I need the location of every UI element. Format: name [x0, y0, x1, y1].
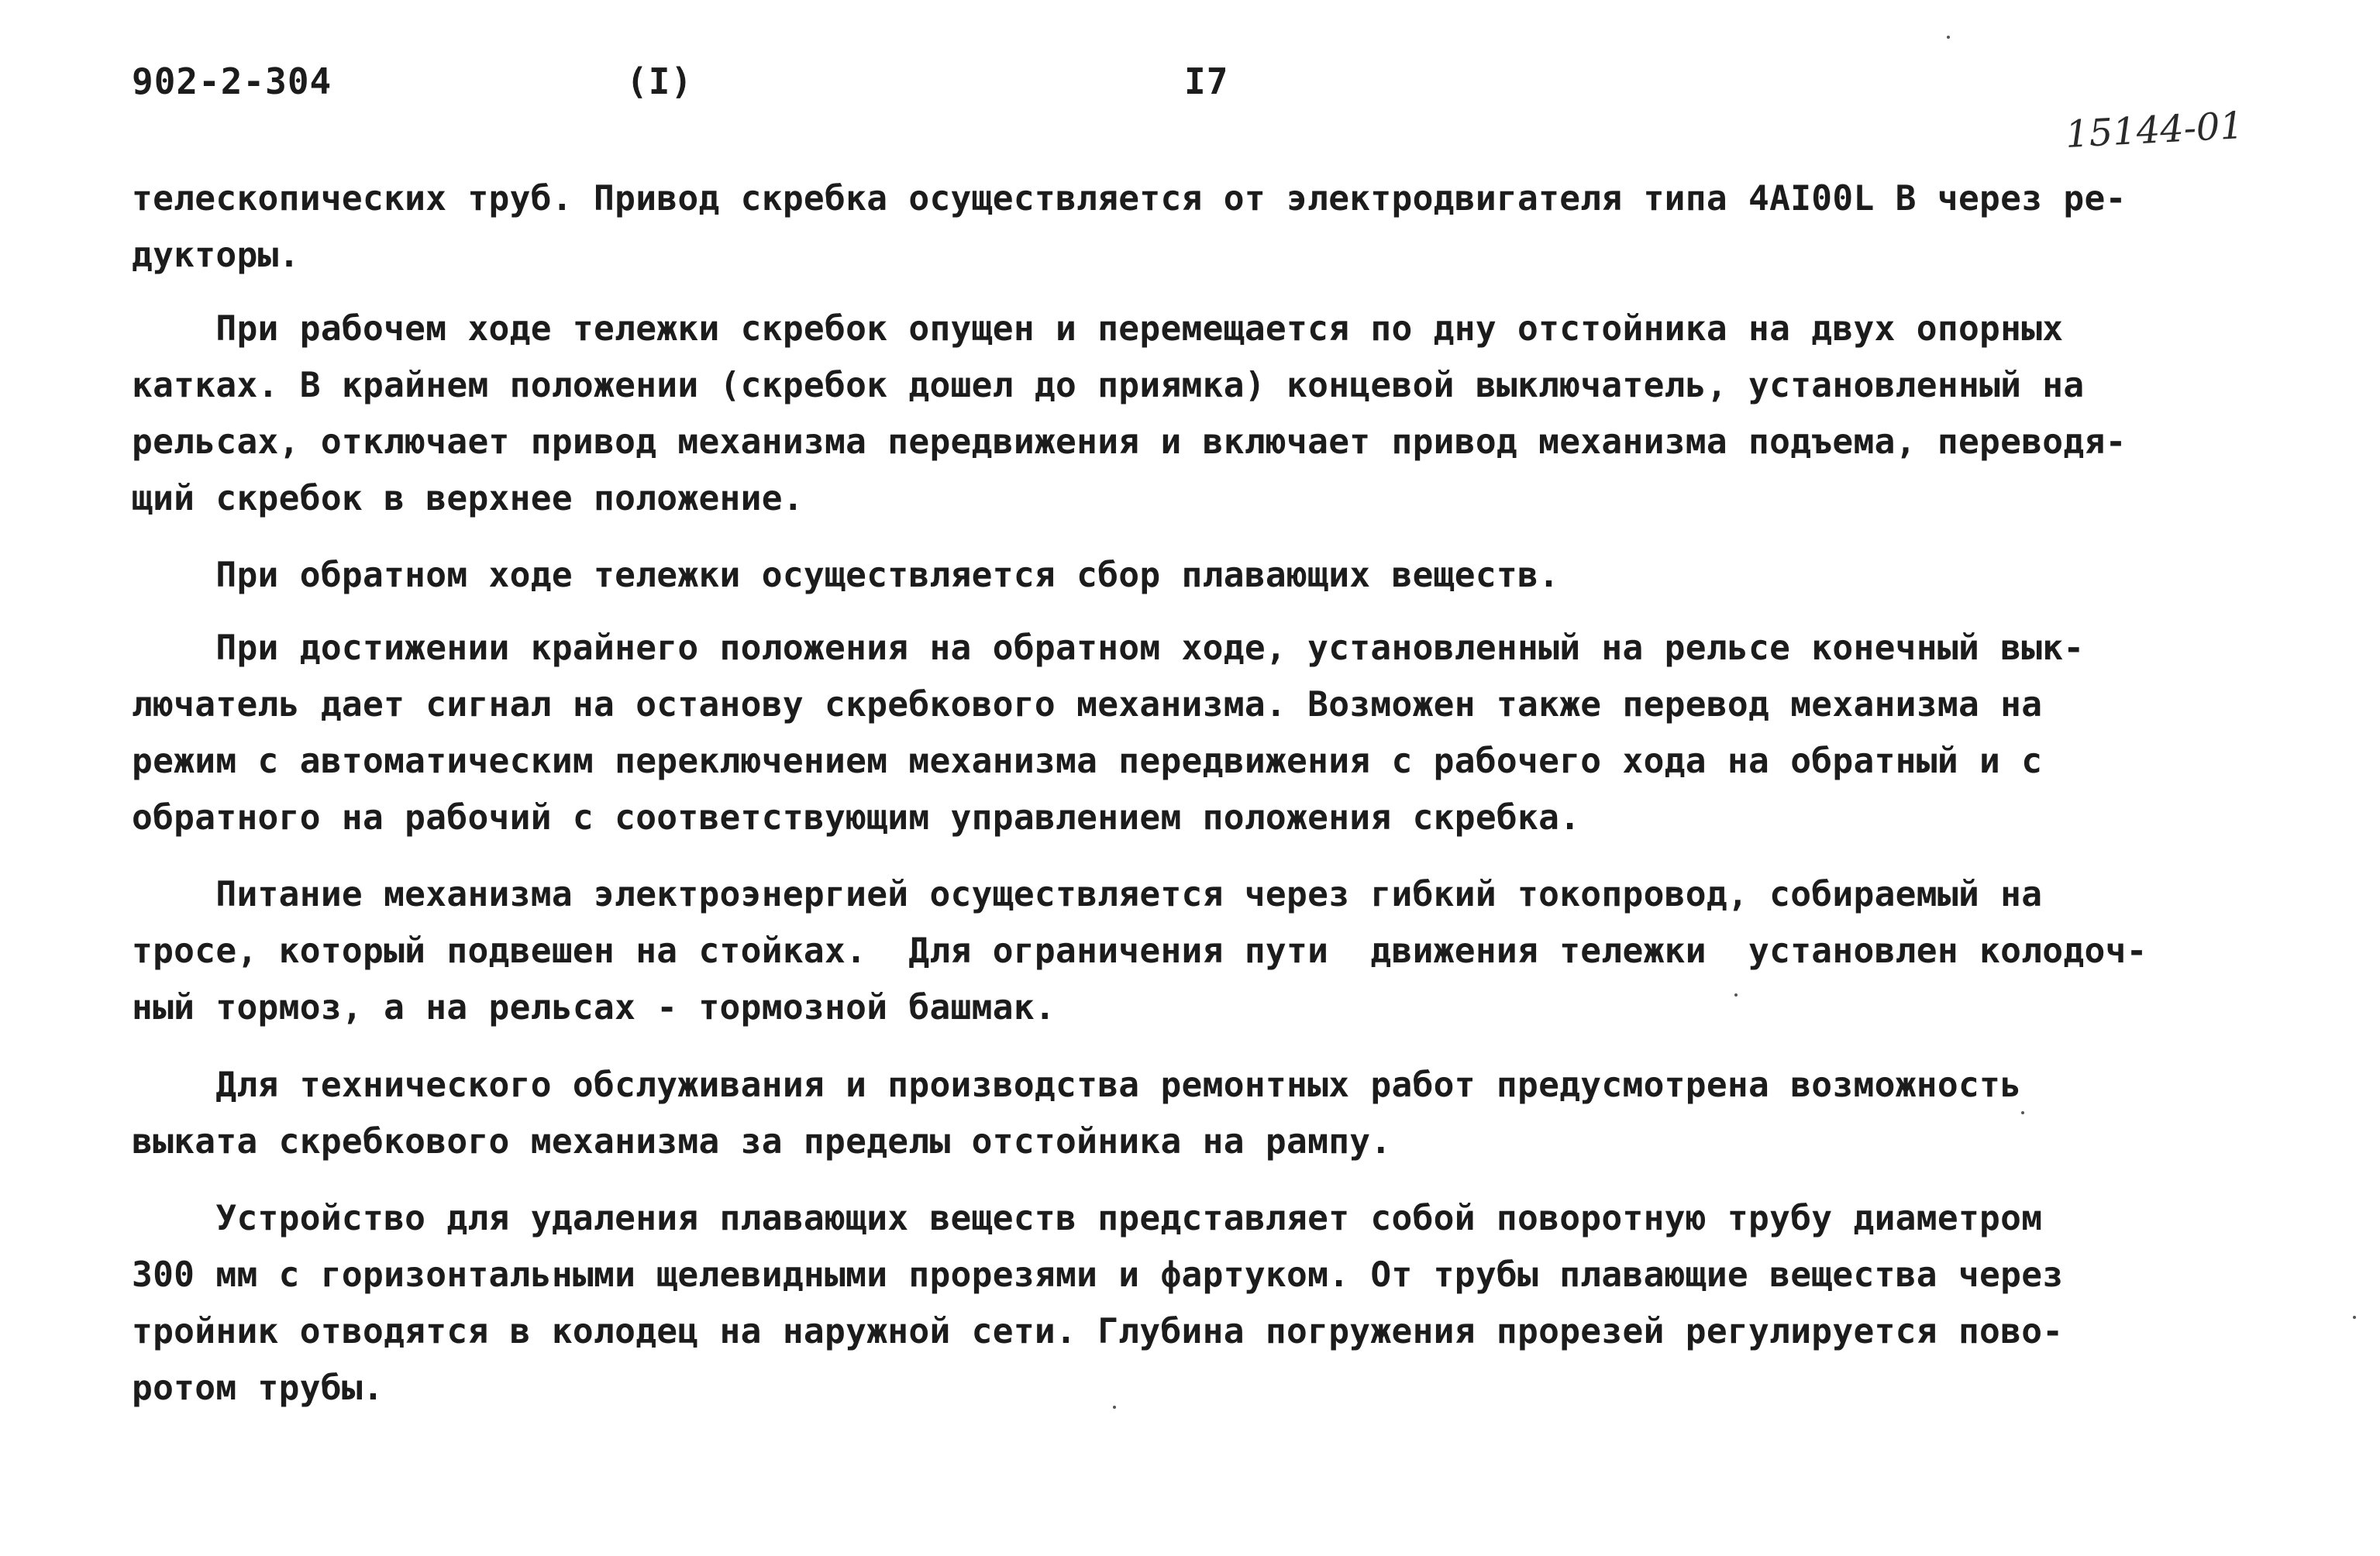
text-line: дукторы.: [132, 236, 300, 275]
text-line: При обратном ходе тележки осуществляется сбор плавающих веществ.: [132, 556, 1560, 595]
text-line: выката скребкового механизма за пределы отстойника на рампу.: [132, 1122, 1392, 1162]
paragraph: [132, 1190, 2286, 1417]
text-line: тросе, который подвешен на стойках. Для ограничения пути движения тележки установлен колодоч-: [132, 931, 2148, 971]
text-line: Для технического обслуживания и производства ремонтных работ предусмотрена возможность: [132, 1065, 2022, 1105]
paragraph: [132, 1057, 2286, 1170]
text-line: щий скребок в верхнее положение.: [132, 479, 804, 518]
text-line: телескопических труб. Привод скребка осуществляется от электродвигателя типа 4AI00L В через ре-: [132, 179, 2127, 219]
scan-speck: [2021, 1111, 2024, 1114]
text-line: При достижении крайнего положения на обратном ходе, установленный на рельсе конечный вык-: [132, 628, 2085, 668]
text-line: 300 мм с горизонтальными щелевидными прорезями и фартуком. От трубы плавающие вещества через: [132, 1255, 2064, 1295]
handwritten-inventory-number: 15144-01: [2064, 104, 2245, 157]
paragraph: [132, 547, 2286, 604]
text-line: катках. В крайнем положении (скребок дошел до приямка) концевой выключатель, установленный на: [132, 366, 2085, 405]
text-line: режим с автоматическим переключением механизма передвижения с рабочего хода на обратный и с: [132, 742, 2043, 781]
scan-speck: [1734, 993, 1738, 997]
paragraph: [132, 866, 2286, 1036]
paragraph: [132, 620, 2286, 846]
text-line: При рабочем ходе тележки скребок опущен и перемещается по дну отстойника на двух опорных: [132, 309, 2064, 349]
text-line: обратного на рабочий с соответствующим управлением положения скребка.: [132, 798, 1581, 838]
text-line: рельсах, отключает привод механизма передвижения и включает привод механизма подъема, переводя-: [132, 422, 2127, 462]
paragraph: [132, 170, 2286, 284]
document-code: 902-2-304: [132, 60, 332, 102]
text-line: Устройство для удаления плавающих веществ представляет собой поворотную трубу диаметром: [132, 1199, 2043, 1238]
text-line: Питание механизма электроэнергией осуществляется через гибкий токопровод, собираемый на: [132, 875, 2043, 914]
text-line: лючатель дает сигнал на останову скребкового механизма. Возможен также перевод механизма на: [132, 685, 2043, 725]
text-line: ный тормоз, а на рельсах - тормозной башмак.: [132, 988, 1056, 1028]
text-line: тройник отводятся в колодец на наружной сети. Глубина погружения прорезей регулируется пово-: [132, 1312, 2064, 1351]
scan-speck: [1113, 1406, 1116, 1409]
text-line: ротом трубы.: [132, 1368, 384, 1408]
scan-speck: [2353, 1316, 2356, 1319]
paragraph: [132, 301, 2286, 527]
page-number: I7: [1184, 60, 1229, 102]
scan-speck: [1947, 36, 1950, 39]
sheet-part: (I): [626, 60, 694, 102]
